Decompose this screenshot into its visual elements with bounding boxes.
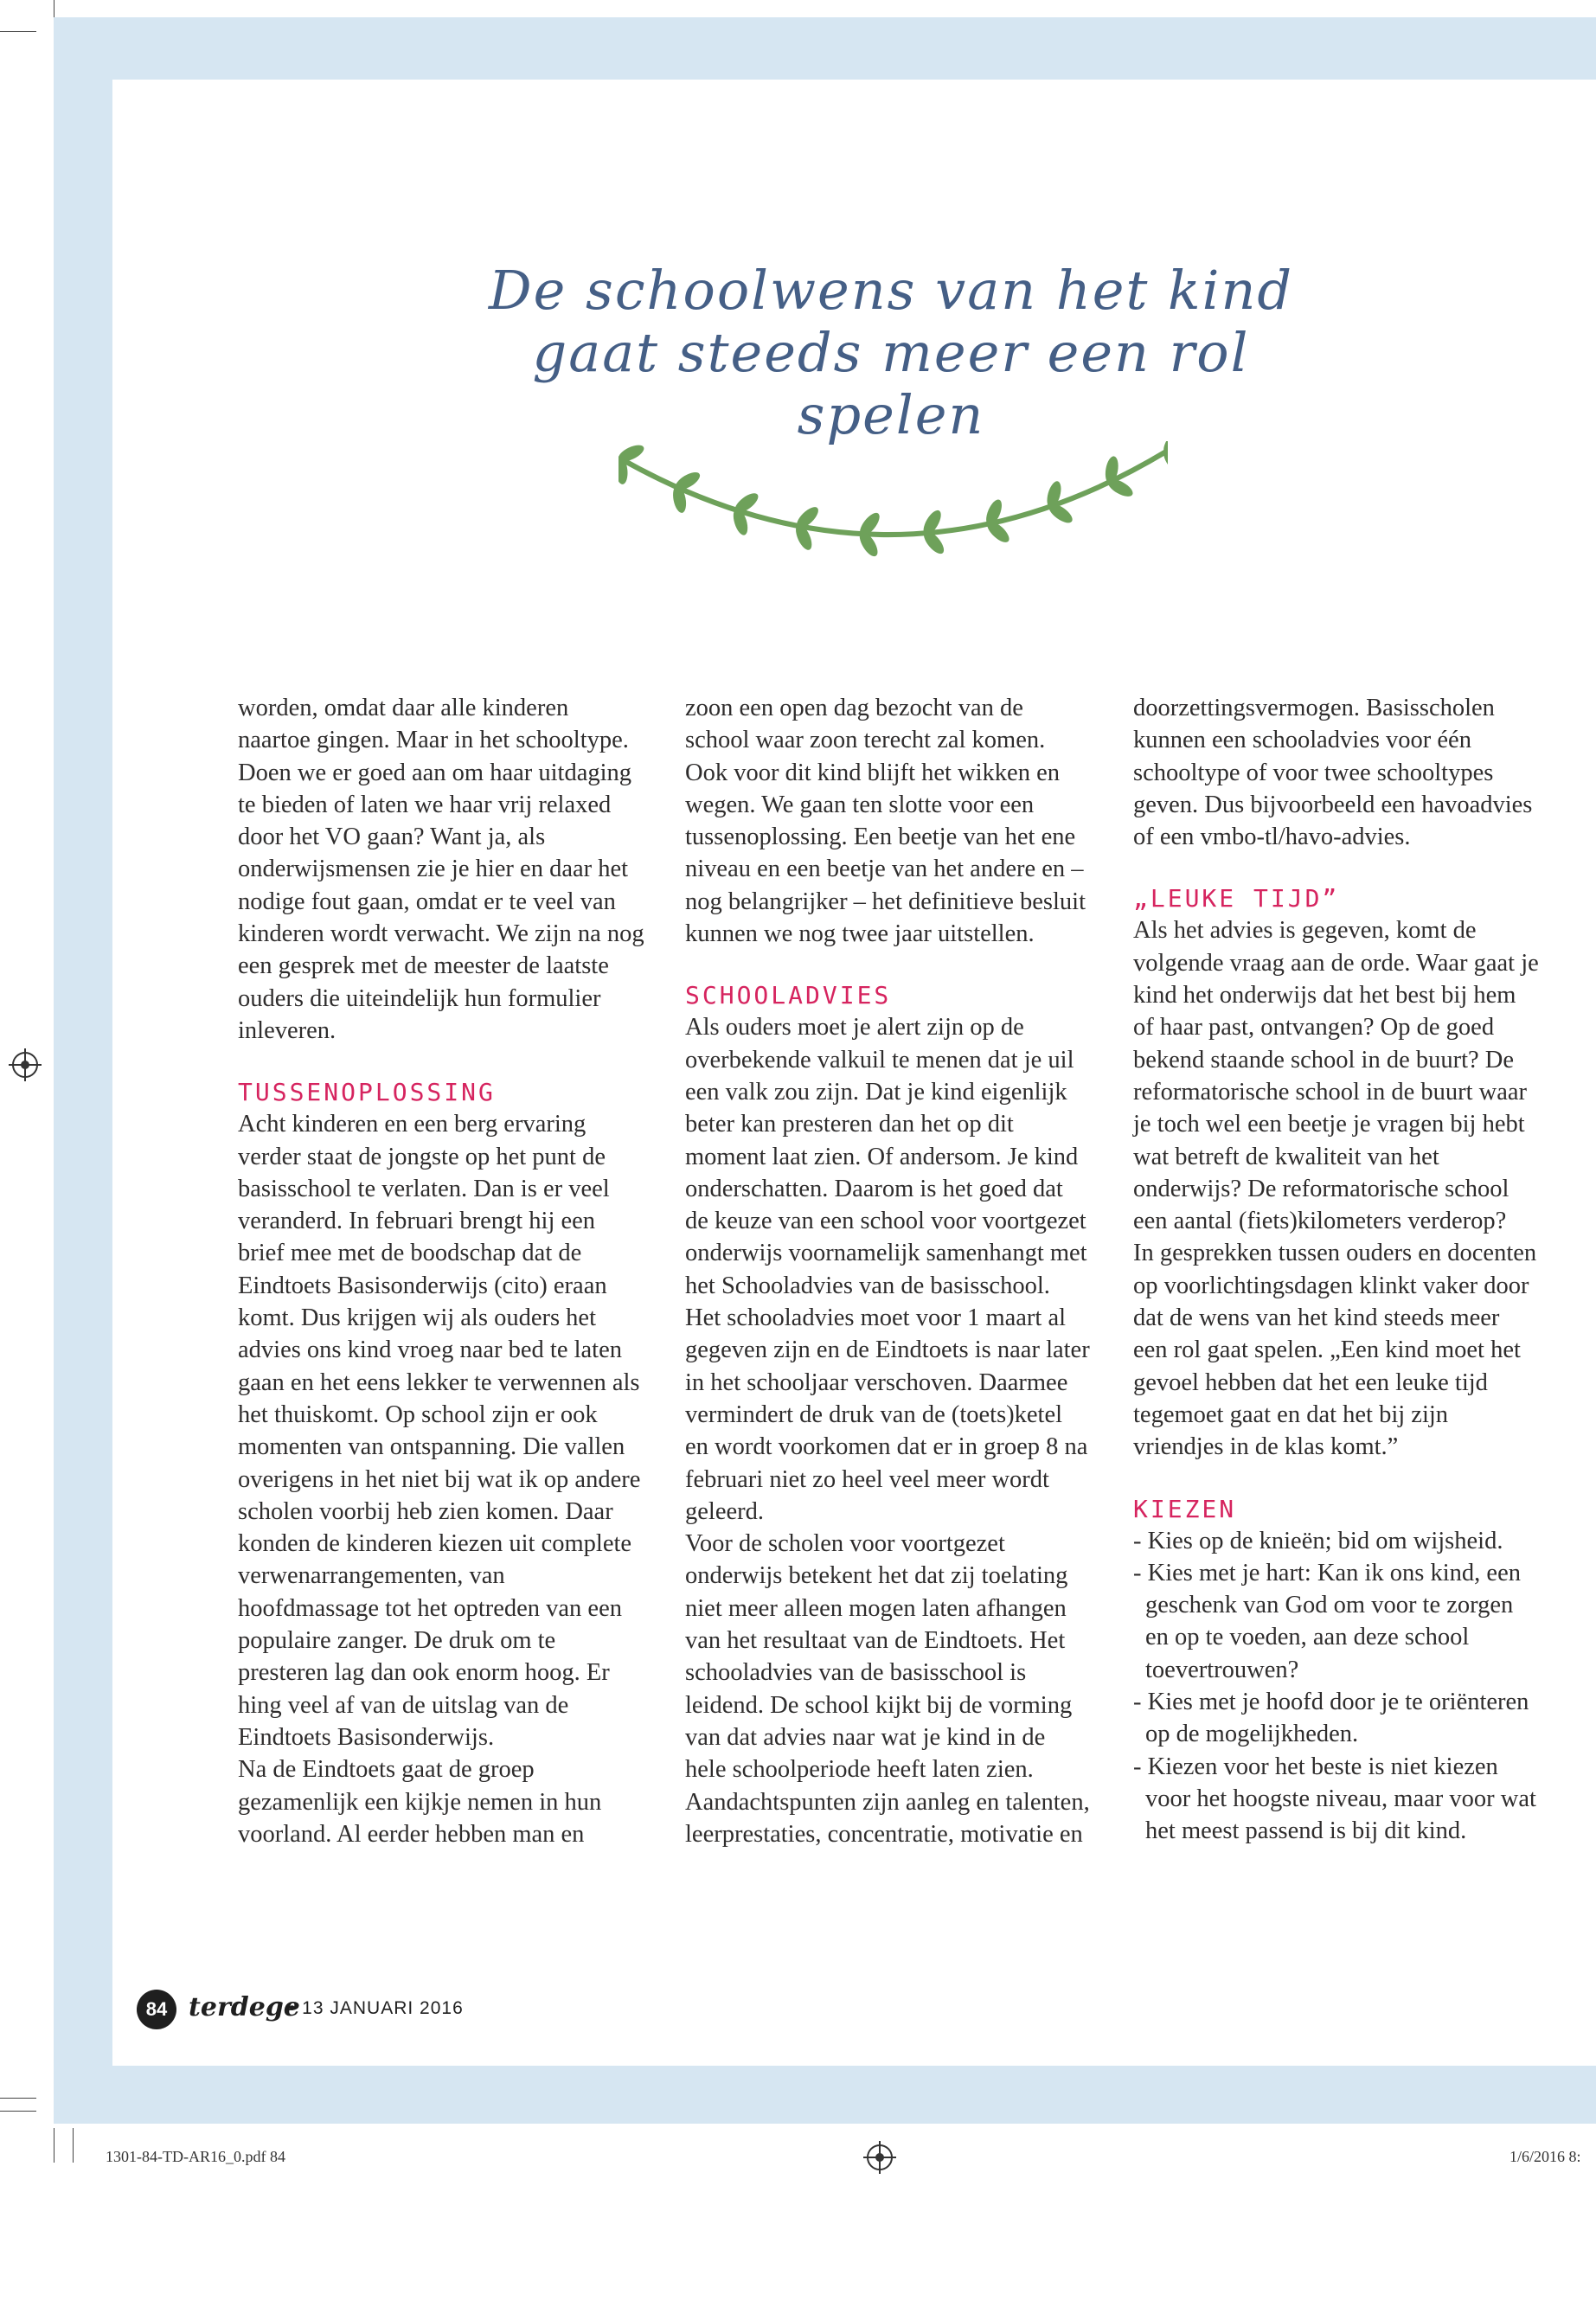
text-column-3 bbox=[1133, 692, 1540, 1848]
print-slug-file: 1301-84-TD-AR16_0.pdf 84 bbox=[106, 2148, 285, 2165]
page-number: 84 bbox=[137, 1990, 176, 2029]
section-heading: KIEZEN bbox=[1133, 1494, 1237, 1523]
vine-ornament-icon bbox=[619, 441, 1168, 580]
body-paragraph: zoon een open dag bezocht van de school waar zoon terecht zal komen. Ook voor dit kind blijft het wikken en wegen. We gaan ten slotte voor een tussenoplossing. Een beetje van het ene niveau en een beetje van het andere en – nog belangrijker – het definitieve besluit kunnen we nog twee jaar uitstellen. bbox=[685, 695, 1086, 948]
section-heading: SCHOOLADVIES bbox=[685, 981, 892, 1010]
pull-quote: De schoolwens van het kind gaat steeds meer een rol spelen bbox=[488, 259, 1294, 446]
print-slug-timestamp: 1/6/2016 8: bbox=[1509, 2148, 1581, 2165]
section-heading: TUSSENOPLOSSING bbox=[238, 1078, 496, 1107]
registration-mark-icon bbox=[867, 2144, 893, 2170]
crop-mark bbox=[0, 2111, 36, 2112]
list-item: - Kies met je hoofd door je te oriënteren op de mogelijkheden. bbox=[1133, 1686, 1540, 1751]
body-paragraph: Voor de scholen voor voortgezet onderwijs betekent het dat zij toelating niet meer alleen mogen laten afhangen van het resultaat van de Eindtoets. Het schooladvies van de basisschool is leidend. De school kijkt bij de vorming van dat advies naar wat je kind in de hele schoolperiode heeft laten zien. Aandachtspunten zijn aanleg en talenten, leerprestaties, concentratie, motivatie en bbox=[685, 1530, 1090, 1848]
advice-list bbox=[1133, 1525, 1540, 1848]
body-paragraph: Acht kinderen en een berg ervaring verder staat de jongste op het punt de basisschool te verlaten. Dan is er veel veranderd. In februari brengt hij een brief mee met de boodschap dat de Eindtoets Basisonderwijs (cito) eraan komt. Dus krijgen wij als ouders het advies ons kind vroeg naar bed te laten gaan en het eens lekker te verwennen als het thuiskomt. Op school zijn er ook momenten van ontspanning. Die vallen overigens in het niet bij wat ik op andere scholen voorbij heb zien komen. Daar konden de kinderen kiezen uit complete verwenarrangementen, van hoofdmassage tot het optreden van een populaire zanger. De druk om te presteren lag dan ook enorm hoog. Er hing veel af van de uitslag van de Eindtoets Basisonderwijs. bbox=[238, 1111, 641, 1751]
publication-logo: terdege bbox=[189, 1992, 300, 2022]
body-paragraph: Als ouders moet je alert zijn op de overbekende valkuil te menen dat je uil een valk zou zijn. Dat je kind eigenlijk beter kan presteren dan het op dit moment laat zien. Of andersom. Je kind onderschatten. Daarom is het goed dat de keuze van een school voor voortgezet onderwijs voornamelijk samenhangt met het Schooladvies van de basisschool. Het schooladvies moet voor 1 maart al gegeven zijn en de Eindtoets is naar later in het schooljaar verschoven. Daarmee vermindert de druk van de (toets)ketel en wordt voorkomen dat er in groep 8 na februari niet zo heel veel meer wordt geleerd. bbox=[685, 1014, 1090, 1525]
crop-mark bbox=[73, 2128, 74, 2163]
crop-mark bbox=[0, 2098, 36, 2099]
issue-date: • 13 JANUARI 2016 bbox=[289, 1998, 464, 2018]
list-item: - Kiezen voor het beste is niet kiezen voor het hoogste niveau, maar voor wat het meest passend is bij dit kind. bbox=[1133, 1751, 1540, 1848]
crop-mark bbox=[0, 31, 36, 32]
section-heading: „LEUKE TIJD” bbox=[1133, 884, 1340, 913]
body-paragraph: In gesprekken tussen ouders en docenten op voorlichtingsdagen klinkt vaker door dat de wens van het kind steeds meer een rol gaat spelen. „Een kind moet het gevoel hebben dat het een leuke tijd tegemoet gaat en dat het bij zijn vriendjes in de klas komt.” bbox=[1133, 1240, 1537, 1461]
registration-mark-icon bbox=[12, 1052, 38, 1078]
text-column-1 bbox=[238, 692, 644, 1850]
body-paragraph: Als het advies is gegeven, komt de volgende vraag aan de orde. Waar gaat je kind het onderwijs dat het best bij hem of haar past, ontvangen? Op de goed bekend staande school in de buurt? De reformatorische school in de buurt waar je toch wel een beetje je vragen bij hebt wat betreft de kwaliteit van het onderwijs? De reformatorische school een aantal (fiets)kilometers verderop? bbox=[1133, 917, 1539, 1235]
text-column-2 bbox=[685, 692, 1092, 1850]
body-paragraph: worden, omdat daar alle kinderen naartoe gingen. Maar in het schooltype. bbox=[238, 695, 629, 754]
list-item: - Kies op de knieën; bid om wijsheid. bbox=[1133, 1525, 1540, 1557]
body-paragraph: Na de Eindtoets gaat de groep gezamenlijk een kijkje nemen in hun voorland. Al eerder hebben man en bbox=[238, 1756, 602, 1848]
body-paragraph: doorzettingsvermogen. Basisscholen kunnen een schooladvies voor één schooltype of voor twee schooltypes geven. Dus bijvoorbeeld een havoadvies of een vmbo-tl/havo-advies. bbox=[1133, 695, 1533, 851]
body-paragraph: Doen we er goed aan om haar uitdaging te bieden of laten we haar vrij relaxed door het VO gaan? Want ja, als onderwijsmensen zie je hier en daar het nodige fout gaan, omdat er te veel van kinderen wordt verwacht. We zijn na nog een gesprek met de meester de laatste ouders die uiteindelijk hun formulier inleveren. bbox=[238, 759, 644, 1044]
list-item: - Kies met je hart: Kan ik ons kind, een geschenk van God om voor te zorgen en op te voeden, aan deze school toevertrouwen? bbox=[1133, 1557, 1540, 1686]
